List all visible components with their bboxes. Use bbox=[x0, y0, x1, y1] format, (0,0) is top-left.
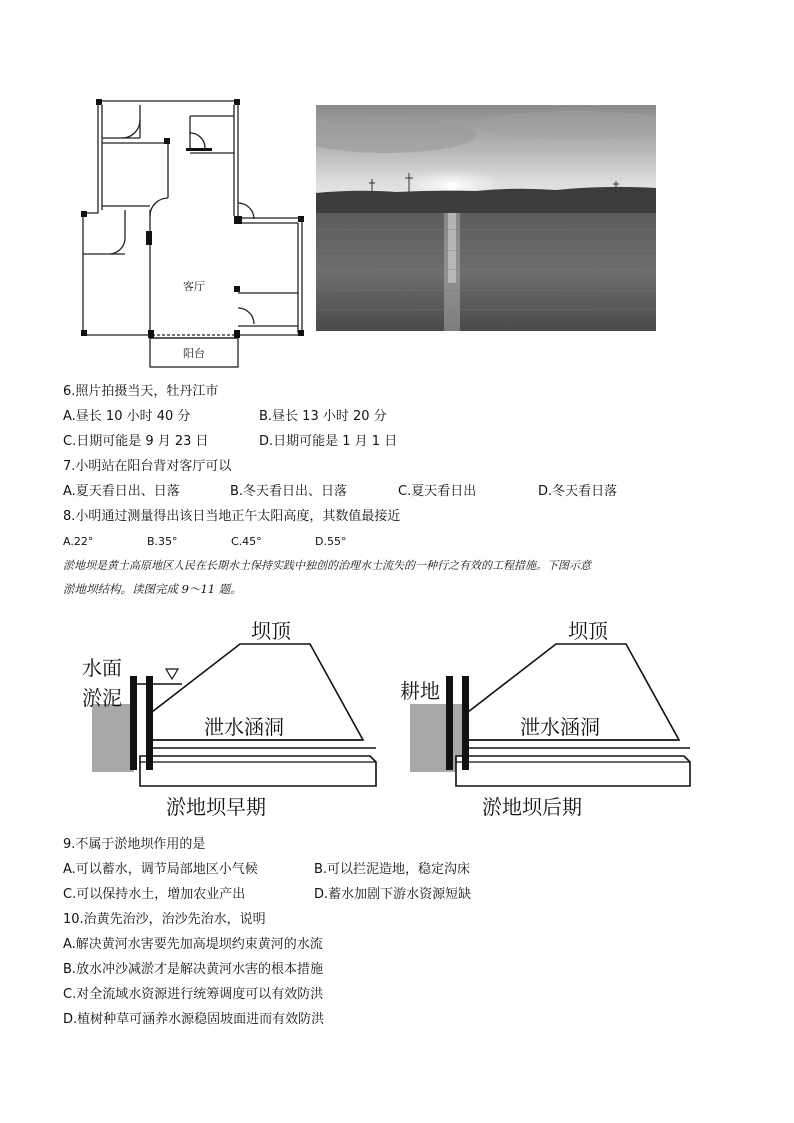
intro-line-2: 淤地坝结构。读图完成 9～11 题。 bbox=[63, 582, 242, 596]
early-dam-top-label: 坝顶 bbox=[251, 619, 291, 643]
late-caption: 淤地坝后期 bbox=[482, 795, 582, 819]
question-6-stem: 6.照片拍摄当天，牡丹江市 bbox=[63, 384, 219, 399]
question-9-option-c: C.可以保持水土，增加农业产出 bbox=[63, 887, 246, 902]
dam-late bbox=[400, 619, 690, 819]
intro-line-1: 淤地坝是黄土高原地区人民在长期水土保持实践中独创的治理水土流失的一种行之有效的工程措施。下图示意 bbox=[63, 559, 591, 572]
question-8-option-d: D.55° bbox=[315, 535, 347, 548]
question-8-option-a: A.22° bbox=[63, 535, 94, 548]
question-10-option-b: B.放水冲沙减淤才是解决黄河水害的根本措施 bbox=[63, 962, 324, 977]
early-caption: 淤地坝早期 bbox=[166, 795, 266, 819]
late-farmland-label: 耕地 bbox=[400, 679, 440, 703]
question-7-option-d: D.冬天看日落 bbox=[538, 484, 618, 499]
floor-plan bbox=[80, 98, 305, 370]
early-water-label: 水面 bbox=[82, 656, 122, 680]
sunset-photo bbox=[316, 105, 656, 331]
early-culvert-label: 泄水涵洞 bbox=[204, 715, 284, 739]
question-8-option-b: B.35° bbox=[147, 535, 178, 548]
question-7-option-b: B.冬天看日出、日落 bbox=[230, 484, 348, 499]
late-culvert-label: 泄水涵洞 bbox=[520, 715, 600, 739]
question-9-option-d: D.蓄水加剧下游水资源短缺 bbox=[314, 887, 472, 902]
question-10-option-c: C.对全流域水资源进行统筹调度可以有效防洪 bbox=[63, 987, 324, 1002]
question-10-stem: 10.治黄先治沙，治沙先治水，说明 bbox=[63, 912, 266, 927]
balcony-label: 阳台 bbox=[183, 347, 205, 360]
question-10-option-d: D.植树种草可涵养水源稳固坡面进而有效防洪 bbox=[63, 1012, 325, 1027]
question-7-option-c: C.夏天看日出 bbox=[398, 484, 477, 499]
late-dam-top-label: 坝顶 bbox=[568, 619, 608, 643]
question-8-option-c: C.45° bbox=[231, 535, 262, 548]
question-6-option-a: A.昼长 10 小时 40 分 bbox=[63, 409, 191, 424]
question-6-option-d: D.日期可能是 1 月 1 日 bbox=[259, 434, 398, 449]
question-7-stem: 7.小明站在阳台背对客厅可以 bbox=[63, 459, 232, 474]
question-8-stem: 8.小明通过测量得出该日当地正午太阳高度，其数值最接近 bbox=[63, 509, 401, 524]
question-6-option-c: C.日期可能是 9 月 23 日 bbox=[63, 434, 209, 449]
question-7-option-a: A.夏天看日出、日落 bbox=[63, 484, 180, 499]
dam-early bbox=[82, 619, 376, 819]
dam-diagram bbox=[80, 612, 700, 822]
question-9-stem: 9.不属于淤地坝作用的是 bbox=[63, 837, 206, 852]
question-9-option-a: A.可以蓄水，调节局部地区小气候 bbox=[63, 862, 258, 877]
question-10-option-a: A.解决黄河水害要先加高堤坝约束黄河的水流 bbox=[63, 937, 323, 952]
question-6-option-b: B.昼长 13 小时 20 分 bbox=[259, 409, 387, 424]
early-silt-label: 淤泥 bbox=[82, 686, 122, 710]
question-9-option-b: B.可以拦泥造地，稳定沟床 bbox=[314, 862, 471, 877]
living-room-label: 客厅 bbox=[183, 280, 205, 293]
